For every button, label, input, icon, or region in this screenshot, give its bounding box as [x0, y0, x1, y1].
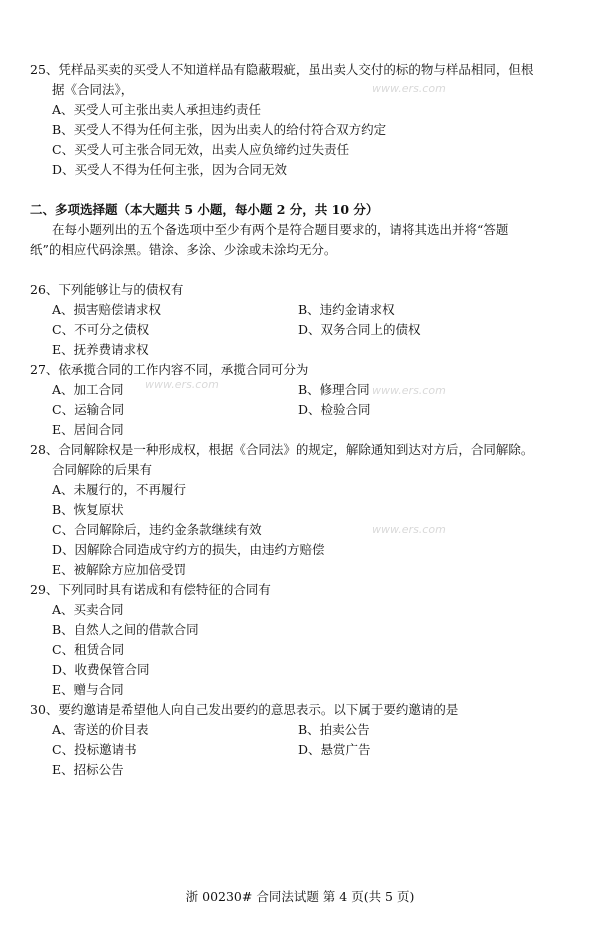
q28-option-a: A、未履行的，不再履行: [52, 482, 187, 497]
q26-option-e: E、抚养费请求权: [52, 342, 149, 357]
q28-option-c: C、合同解除后，违约金条款继续有效: [52, 522, 262, 537]
section-instructions-line1: 在每小题列出的五个备选项中至少有两个是符合题目要求的，请将其选出并将“答题: [52, 222, 509, 237]
q26-option-d: D、双务合同上的债权: [298, 322, 421, 337]
q28-option-b: B、恢复原状: [52, 502, 124, 517]
q28-stem-line1: 28、合同解除权是一种形成权，根据《合同法》的规定，解除通知到达对方后，合同解除。: [30, 442, 534, 457]
q30-option-e: E、招标公告: [52, 762, 124, 777]
q29-option-a: A、买卖合同: [52, 602, 124, 617]
section-title: 二、多项选择题（本大题共 5 小题，每小题 2 分，共 10 分）: [30, 202, 379, 217]
q30-option-c: C、投标邀请书: [52, 742, 137, 757]
q29-stem: 29、下列同时具有诺成和有偿特征的合同有: [30, 582, 271, 597]
q25-option-c: C、买受人可主张合同无效，出卖人应负缔约过失责任: [52, 142, 350, 157]
q28-stem-line2: 合同解除的后果有: [52, 462, 153, 477]
watermark: www.ers.com: [372, 384, 446, 397]
q26-stem: 26、下列能够让与的债权有: [30, 282, 184, 297]
q27-option-b: B、修理合同: [298, 382, 370, 397]
q26-option-c: C、不可分之债权: [52, 322, 150, 337]
q27-option-d: D、检验合同: [298, 402, 371, 417]
q30-stem: 30、要约邀请是希望他人向自己发出要约的意思表示。以下属于要约邀请的是: [30, 702, 459, 717]
q25-option-b: B、买受人不得为任何主张，因为出卖人的给付符合双方约定: [52, 122, 387, 137]
q30-option-d: D、悬赏广告: [298, 742, 371, 757]
q25-option-a: A、买受人可主张出卖人承担违约责任: [52, 102, 262, 117]
q30-option-b: B、拍卖公告: [298, 722, 370, 737]
page-footer: 浙 00230# 合同法试题 第 4 页(共 5 页): [185, 889, 415, 904]
q29-option-b: B、自然人之间的借款合同: [52, 622, 199, 637]
q27-option-a: A、加工合同: [52, 382, 124, 397]
q27-option-c: C、运输合同: [52, 402, 125, 417]
q30-option-a: A、寄送的价目表: [52, 722, 149, 737]
q26-option-b: B、违约金请求权: [298, 302, 395, 317]
q29-option-e: E、赠与合同: [52, 682, 124, 697]
q29-option-d: D、收费保管合同: [52, 662, 150, 677]
section-instructions-line2: 纸”的相应代码涂黑。错涂、多涂、少涂或未涂均无分。: [30, 242, 337, 257]
watermark: www.ers.com: [145, 378, 219, 391]
q27-option-e: E、居间合同: [52, 422, 124, 437]
q28-option-e: E、被解除方应加倍受罚: [52, 562, 187, 577]
q26-option-a: A、损害赔偿请求权: [52, 302, 162, 317]
q25-option-d: D、买受人不得为任何主张，因为合同无效: [52, 162, 288, 177]
q25-stem-line1: 25、凭样品买卖的买受人不知道样品有隐蔽瑕疵，虽出卖人交付的标的物与样品相同，但根: [30, 62, 534, 77]
q28-option-d: D、因解除合同造成守约方的损失，由违约方赔偿: [52, 542, 325, 557]
q29-option-c: C、租赁合同: [52, 642, 125, 657]
q25-stem-line2: 据《合同法》，: [52, 82, 134, 97]
watermark: www.ers.com: [372, 523, 446, 536]
q27-stem: 27、依承揽合同的工作内容不同，承揽合同可分为: [30, 362, 309, 377]
watermark: www.ers.com: [372, 82, 446, 95]
